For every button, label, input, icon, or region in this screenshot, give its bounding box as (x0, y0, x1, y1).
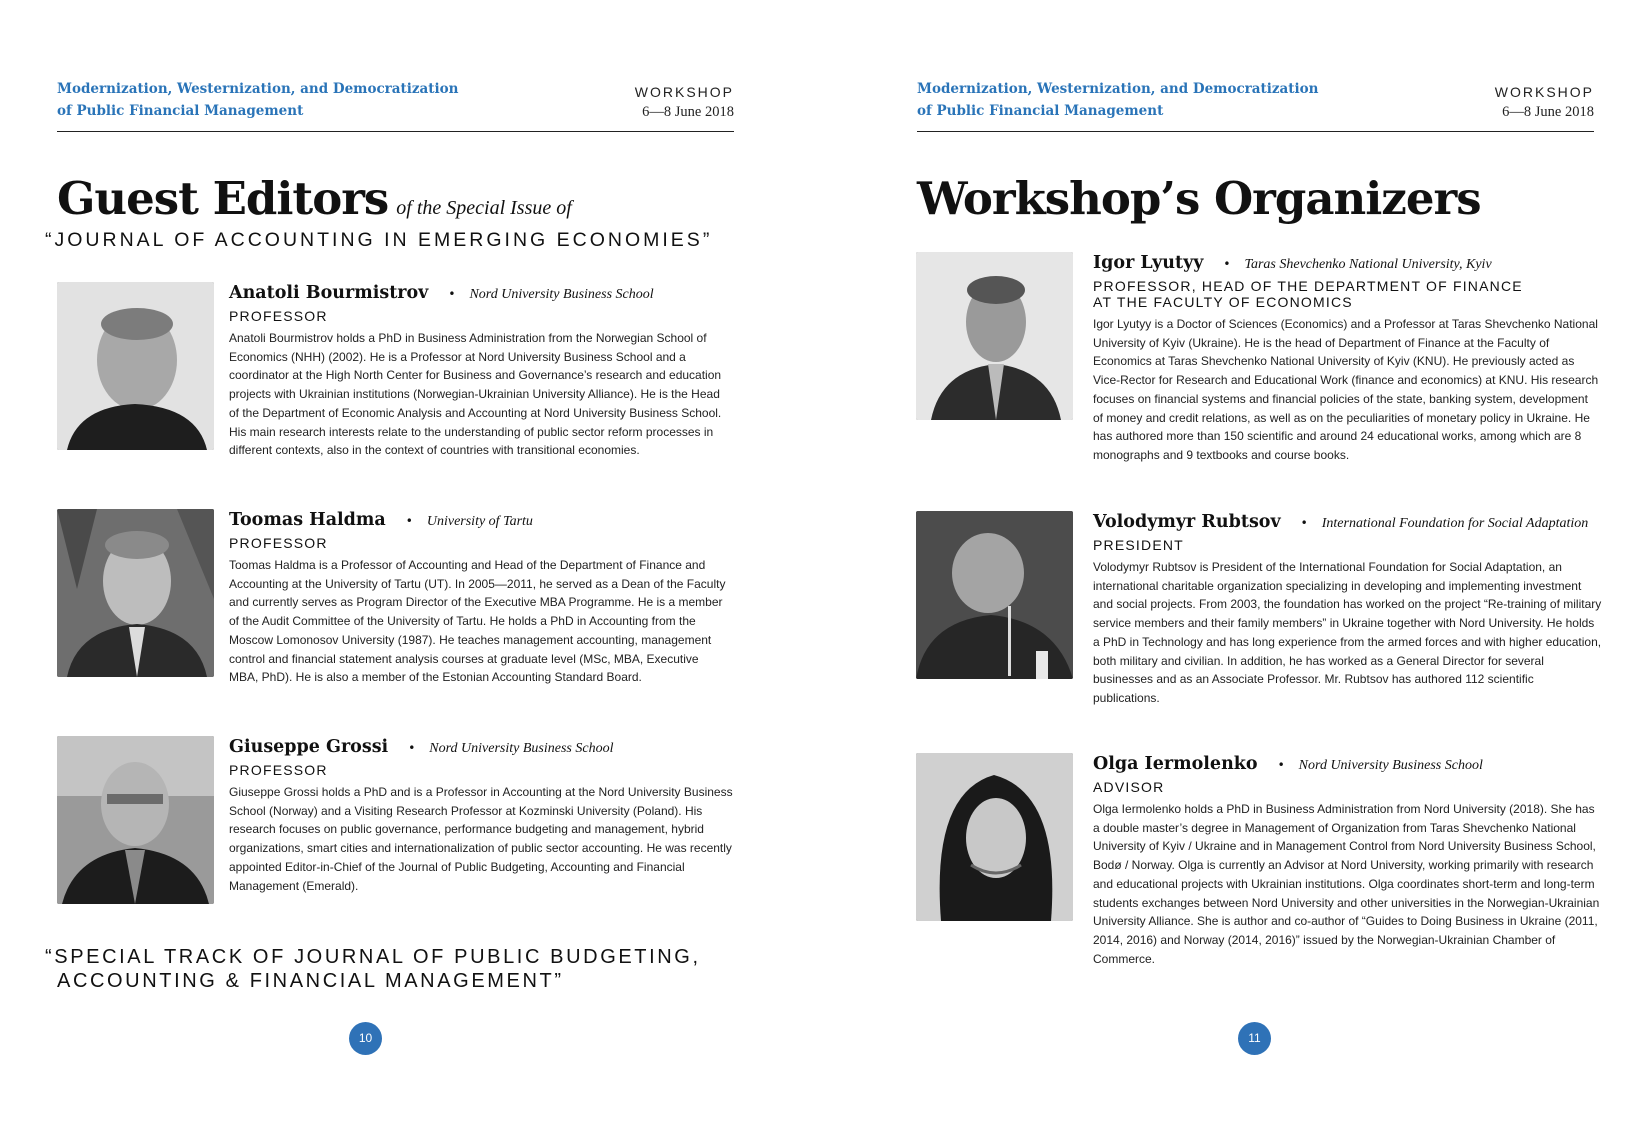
avatar (57, 509, 214, 677)
organizer-role: ADVISOR (1093, 779, 1165, 795)
portrait-photo (916, 252, 1073, 420)
editor-bio: Giuseppe Grossi holds a PhD and is a Professor in Accounting at the Nord University Business School (Norway) and a Visiting Research Professor at Kozminski University (Poland). His research focuses on public governance, performance budgeting and management, hybrid organizations, smart cities and internationalization of public sector accounting. He was recently appointed Editor-in-Chief of the Journal of Public Budgeting, Accounting and Financial Management (Emerald). (229, 785, 733, 893)
journal-name: “JOURNAL OF ACCOUNTING IN EMERGING ECONOMIES” (45, 229, 713, 251)
organizer-bio: Olga Iermolenko holds a PhD in Business Administration from Nord University (2018). She has a double master’s degree in Management of Organization from Taras Shevchenko National University of Kyiv / Ukraine and in Management Control from Nord University Business School, Bodø / Norway. Olga is currently an Advisor at Nord University, working primarily with research and educational projects with Ukrainian institutions. Olga coordinates short-term and long-term students exchanges between Nord University and other universities in the Norwegian-Ukrainian University Alliance. She is author and co-author of “Guides to Doing Business in Ukraine (2011, 2014, 2016) and Norway (2014, 2016)” issued by the Norwegian-Ukrainian Chamber of Commerce. (1093, 802, 1600, 966)
bullet-separator: • (1223, 257, 1231, 271)
page-title-sub: of the Special Issue of (396, 197, 572, 219)
editor-name: Toomas Haldma (229, 510, 386, 530)
editor-card (57, 509, 737, 709)
right-page (822, 0, 1644, 1138)
organizer-role-line1: PROFESSOR, HEAD OF THE DEPARTMENT OF FINANCE (1093, 278, 1523, 294)
page-header (917, 78, 1594, 132)
header-title-line2: of Public Financial Management (917, 103, 1164, 119)
special-track-title (45, 945, 701, 993)
editor-info (229, 282, 729, 460)
organizer-name: Igor Lyutyy (1093, 253, 1204, 273)
editor-bio: Anatoli Bourmistrov holds a PhD in Business Administration from the Norwegian School of Economics (NHH) (2002). He is a Professor at Nord University Business School and a coordinator at the High North Center for Business and Governance’s research and education projects with Ukrainian institutions (Norwegian-Ukrainian University Alliance). He is the Head of the Department of Economic Analysis and Accounting at Nord University Business School. His main research interests relate to the understanding of public sector reform processes in different contexts, also in the context of countries with transitional economies. (229, 331, 722, 458)
editor-affiliation: University of Tartu (426, 514, 533, 529)
avatar (57, 282, 214, 450)
header-event-dates: 6—8 June 2018 (1502, 104, 1594, 120)
page-title-text: Guest Editors (57, 172, 389, 225)
header-event-label: WORKSHOP (634, 84, 734, 100)
editor-name-line (229, 282, 729, 306)
editor-affiliation: Nord University Business School (429, 741, 614, 756)
avatar (916, 252, 1073, 420)
organizer-affiliation: Nord University Business School (1298, 758, 1483, 773)
organizer-role: PRESIDENT (1093, 537, 1184, 553)
avatar (916, 511, 1073, 679)
page-header (57, 78, 734, 132)
header-title (57, 78, 477, 122)
organizer-info (1093, 511, 1603, 708)
page-title (57, 173, 572, 234)
header-event (635, 82, 734, 122)
organizer-affiliation: International Foundation for Social Adaptation (1321, 516, 1589, 531)
editor-card (57, 282, 737, 482)
header-event-dates: 6—8 June 2018 (642, 104, 734, 120)
organizer-bio: Igor Lyutyy is a Doctor of Sciences (Economics) and a Professor at Taras Shevchenko National University of Kyiv (Ukraine). He is the head of Department of Finance at the Faculty of Economics at Taras Shevchenko National University of Kyiv (KNU). He previously acted as Vice-Rector for Research and Educational Work (finance and economics) at KNU. His research focuses on financial systems and financial policies of the state, banking system, development of money and credit relations, as well as on the peculiarities of monetary policy in Ukraine. He has authored more than 150 scientific and around 24 educational works, among which are 8 monographs and 9 textbooks and course books. (1093, 317, 1599, 462)
editor-name-line (229, 736, 739, 760)
organizer-role-line2: AT THE FACULTY OF ECONOMICS (1093, 294, 1353, 310)
page-title: Workshop’s Organizers (917, 172, 1481, 225)
left-page (0, 0, 822, 1138)
organizer-name: Volodymyr Rubtsov (1093, 512, 1281, 532)
portrait-photo (57, 736, 214, 904)
organizer-bio: Volodymyr Rubtsov is President of the International Foundation for Social Adaptation, an international charitable organization specializing in developing and implementing investment and social projects. From 2003, the foundation has worked on the project “Re-training of military service members and their family members” in Ukraine together with Nord University. He holds a PhD in Technology and has long experience from the armed forces and with higher education, both military and civilian. In addition, he has worked as a General Director for several businesses and as an Associate Professor. Mr. Rubtsov has authored 112 scientific publications. (1093, 560, 1602, 705)
bullet-separator: • (1300, 516, 1308, 530)
organizer-name-line (1093, 753, 1601, 777)
organizer-info (1093, 753, 1601, 968)
avatar (57, 736, 214, 904)
editor-role: PROFESSOR (229, 762, 328, 778)
page-number: 10 (349, 1022, 382, 1055)
header-title (917, 78, 1337, 122)
editor-role: PROFESSOR (229, 535, 328, 551)
editor-name: Giuseppe Grossi (229, 737, 389, 757)
portrait-photo (916, 753, 1073, 921)
editor-name: Anatoli Bourmistrov (229, 283, 429, 303)
page-number: 11 (1238, 1022, 1271, 1055)
special-track-line2: ACCOUNTING & FINANCIAL MANAGEMENT” (57, 970, 564, 992)
organizer-card (916, 252, 1626, 492)
editor-bio: Toomas Haldma is a Professor of Accounting and Head of the Department of Finance and Accounting at the University of Tartu (UT). In 2005—2011, he served as a Dean of the Faculty and currently serves as Program Director of the Executive MBA Programme. He is a member of the Audit Committee of the University of Tartu. He holds a PhD in Accounting from the Moscow Lomonosov University (1987). He teaches management accounting, management control and financial statement analysis courses at graduate level (MSc, MBA, Executive MBA, PhD). He is also a member of the Estonian Accounting Standard Board. (229, 558, 726, 685)
editor-info (229, 736, 739, 895)
organizer-card (916, 753, 1626, 993)
portrait-photo (57, 509, 214, 677)
organizer-name-line (1093, 252, 1601, 276)
portrait-photo (57, 282, 214, 450)
header-event (1495, 82, 1594, 122)
organizer-affiliation: Taras Shevchenko National University, Kyiv (1244, 257, 1492, 272)
bullet-separator: • (408, 741, 416, 755)
editor-card (57, 736, 737, 916)
bullet-separator: • (1277, 758, 1285, 772)
header-title-line1: Modernization, Westernization, and Democratization (57, 81, 459, 97)
bullet-separator: • (448, 287, 456, 301)
organizer-info (1093, 252, 1601, 465)
avatar (916, 753, 1073, 921)
header-event-label: WORKSHOP (1494, 84, 1594, 100)
editor-info (229, 509, 729, 687)
organizer-card (916, 511, 1626, 731)
editor-name-line (229, 509, 729, 533)
editor-role: PROFESSOR (229, 308, 328, 324)
header-title-line2: of Public Financial Management (57, 103, 304, 119)
header-title-line1: Modernization, Westernization, and Democratization (917, 81, 1319, 97)
portrait-photo (916, 511, 1073, 679)
organizer-name-line (1093, 511, 1603, 535)
special-track-line1: “SPECIAL TRACK OF JOURNAL OF PUBLIC BUDGETING, (45, 946, 701, 968)
bullet-separator: • (405, 514, 413, 528)
editor-affiliation: Nord University Business School (469, 287, 654, 302)
organizer-name: Olga Iermolenko (1093, 754, 1258, 774)
